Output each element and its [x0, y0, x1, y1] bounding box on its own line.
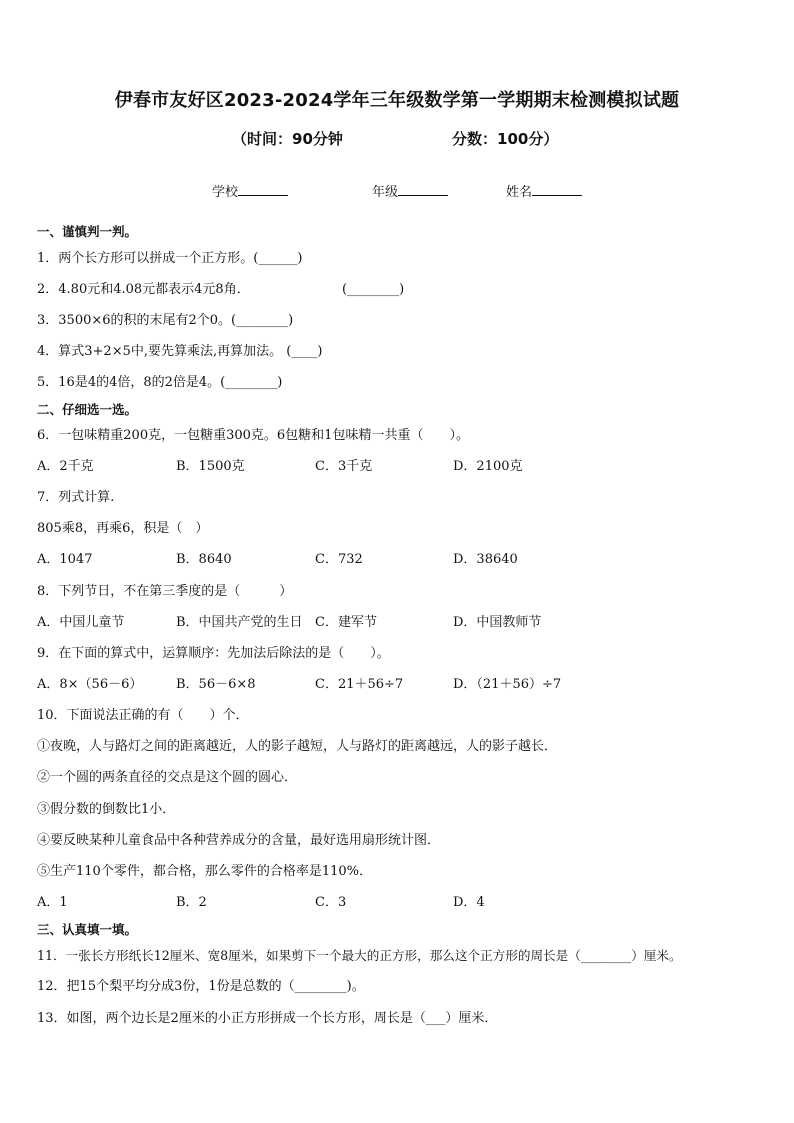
q8-option-b: B．中国共产党的生日: [176, 615, 303, 630]
q10-statement-2: ②一个圆的两条直径的交点是这个圆的圆心．: [37, 770, 298, 785]
school-field[interactable]: [212, 181, 288, 200]
q7-option-d: D．38640: [453, 552, 518, 567]
q7-option-c: C．732: [315, 552, 363, 567]
question-13: 13．如图，两个边长是2厘米的小正方形拼成一个长方形，周长是（___）厘米．: [37, 1011, 498, 1026]
q10-option-a: A．1: [37, 895, 68, 910]
question-8: 8．下列节日，不在第三季度的是（ ）: [37, 584, 293, 599]
question-7-body: 805乘8，再乘6，积是（ ）: [37, 521, 209, 536]
q8-option-a: A．中国儿童节: [37, 615, 125, 630]
open-paren: （: [232, 130, 248, 148]
q9-option-b: B．56－6×8: [176, 677, 256, 692]
q6-option-d: D．2100克: [453, 459, 523, 474]
page-title: 伊春市友好区2023-2024学年三年级数学第一学期期末检测模拟试题: [114, 90, 680, 111]
question-2: 2．4.80元和4.08元都表示4元8角．: [37, 282, 250, 297]
question-6: 6．一包味精重200克，一包糖重300克。6包糖和1包味精一共重（ ）。: [37, 428, 469, 443]
q7-option-a: A．1047: [37, 552, 93, 567]
question-7: 7．列式计算.: [37, 490, 115, 505]
question-5: 5．16是4的4倍，8的2倍是4。(________): [37, 375, 283, 390]
q10-statement-1: ①夜晚，人与路灯之间的距离越近，人的影子越短，人与路灯的距离越远，人的影子越长．: [37, 739, 558, 754]
question-2-blank: (________): [342, 282, 405, 297]
grade-field[interactable]: [372, 181, 448, 200]
grade-label: 年级: [372, 185, 399, 200]
question-4: 4．算式3+2×5中,要先算乘法,再算加法。 (____): [37, 344, 323, 359]
school-label: 学校: [212, 185, 239, 200]
q10-statement-4: ④要反映某种儿童食品中各种营养成分的含量，最好选用扇形统计图．: [37, 833, 441, 848]
q8-option-c: C．建军节: [315, 615, 377, 630]
name-label: 姓名: [506, 185, 533, 200]
q6-option-c: C．3千克: [315, 459, 373, 474]
score-value: 100分: [497, 130, 544, 148]
name-field[interactable]: [506, 181, 582, 200]
q6-option-b: B．1500克: [176, 459, 245, 474]
time-label: 时间：: [247, 130, 293, 148]
question-12: 12．把15个梨平均分成3份，1份是总数的（________)。: [37, 979, 365, 994]
q9-option-a: A．8×（56－6）: [37, 677, 143, 692]
q8-option-d: D．中国教师节: [453, 615, 542, 630]
q7-option-b: B．8640: [176, 552, 232, 567]
question-3: 3．3500×6的积的末尾有2个0。(________): [37, 313, 294, 328]
time-info: [232, 128, 343, 149]
question-11: 11．一张长方形纸长12厘米、宽8厘米，如果剪下一个最大的正方形，那么这个正方形的周长是（________）厘米。: [37, 948, 682, 963]
q6-option-a: A．2千克: [37, 459, 94, 474]
section-heading-2: 二、仔细选一选。: [37, 402, 138, 417]
q10-option-d: D．4: [453, 895, 485, 910]
q10-statement-3: ③假分数的倒数比1小．: [37, 802, 176, 817]
q10-statement-5: ⑤生产110个零件，都合格，那么零件的合格率是110%．: [37, 864, 372, 879]
section-heading-3: 三、认真填一填。: [37, 922, 138, 937]
school-blank[interactable]: [238, 183, 288, 196]
q9-option-d: D．（21＋56）÷7: [453, 677, 562, 692]
question-10: 10．下面说法正确的有（ ）个．: [37, 708, 249, 723]
name-blank[interactable]: [532, 183, 582, 196]
score-info: [452, 128, 558, 149]
section-heading-1: 一、谨慎判一判。: [37, 224, 138, 239]
score-label: 分数：: [452, 130, 498, 148]
grade-blank[interactable]: [398, 183, 448, 196]
question-9: 9．在下面的算式中，运算顺序：先加法后除法的是（ ）。: [37, 646, 390, 661]
question-1: 1．两个长方形可以拼成一个正方形。(______): [37, 251, 303, 266]
time-value: 90分钟: [292, 130, 343, 148]
close-paren: ）: [543, 130, 559, 148]
q9-option-c: C．21＋56÷7: [315, 677, 404, 692]
q10-option-b: B．2: [176, 895, 207, 910]
q10-option-c: C．3: [315, 895, 347, 910]
